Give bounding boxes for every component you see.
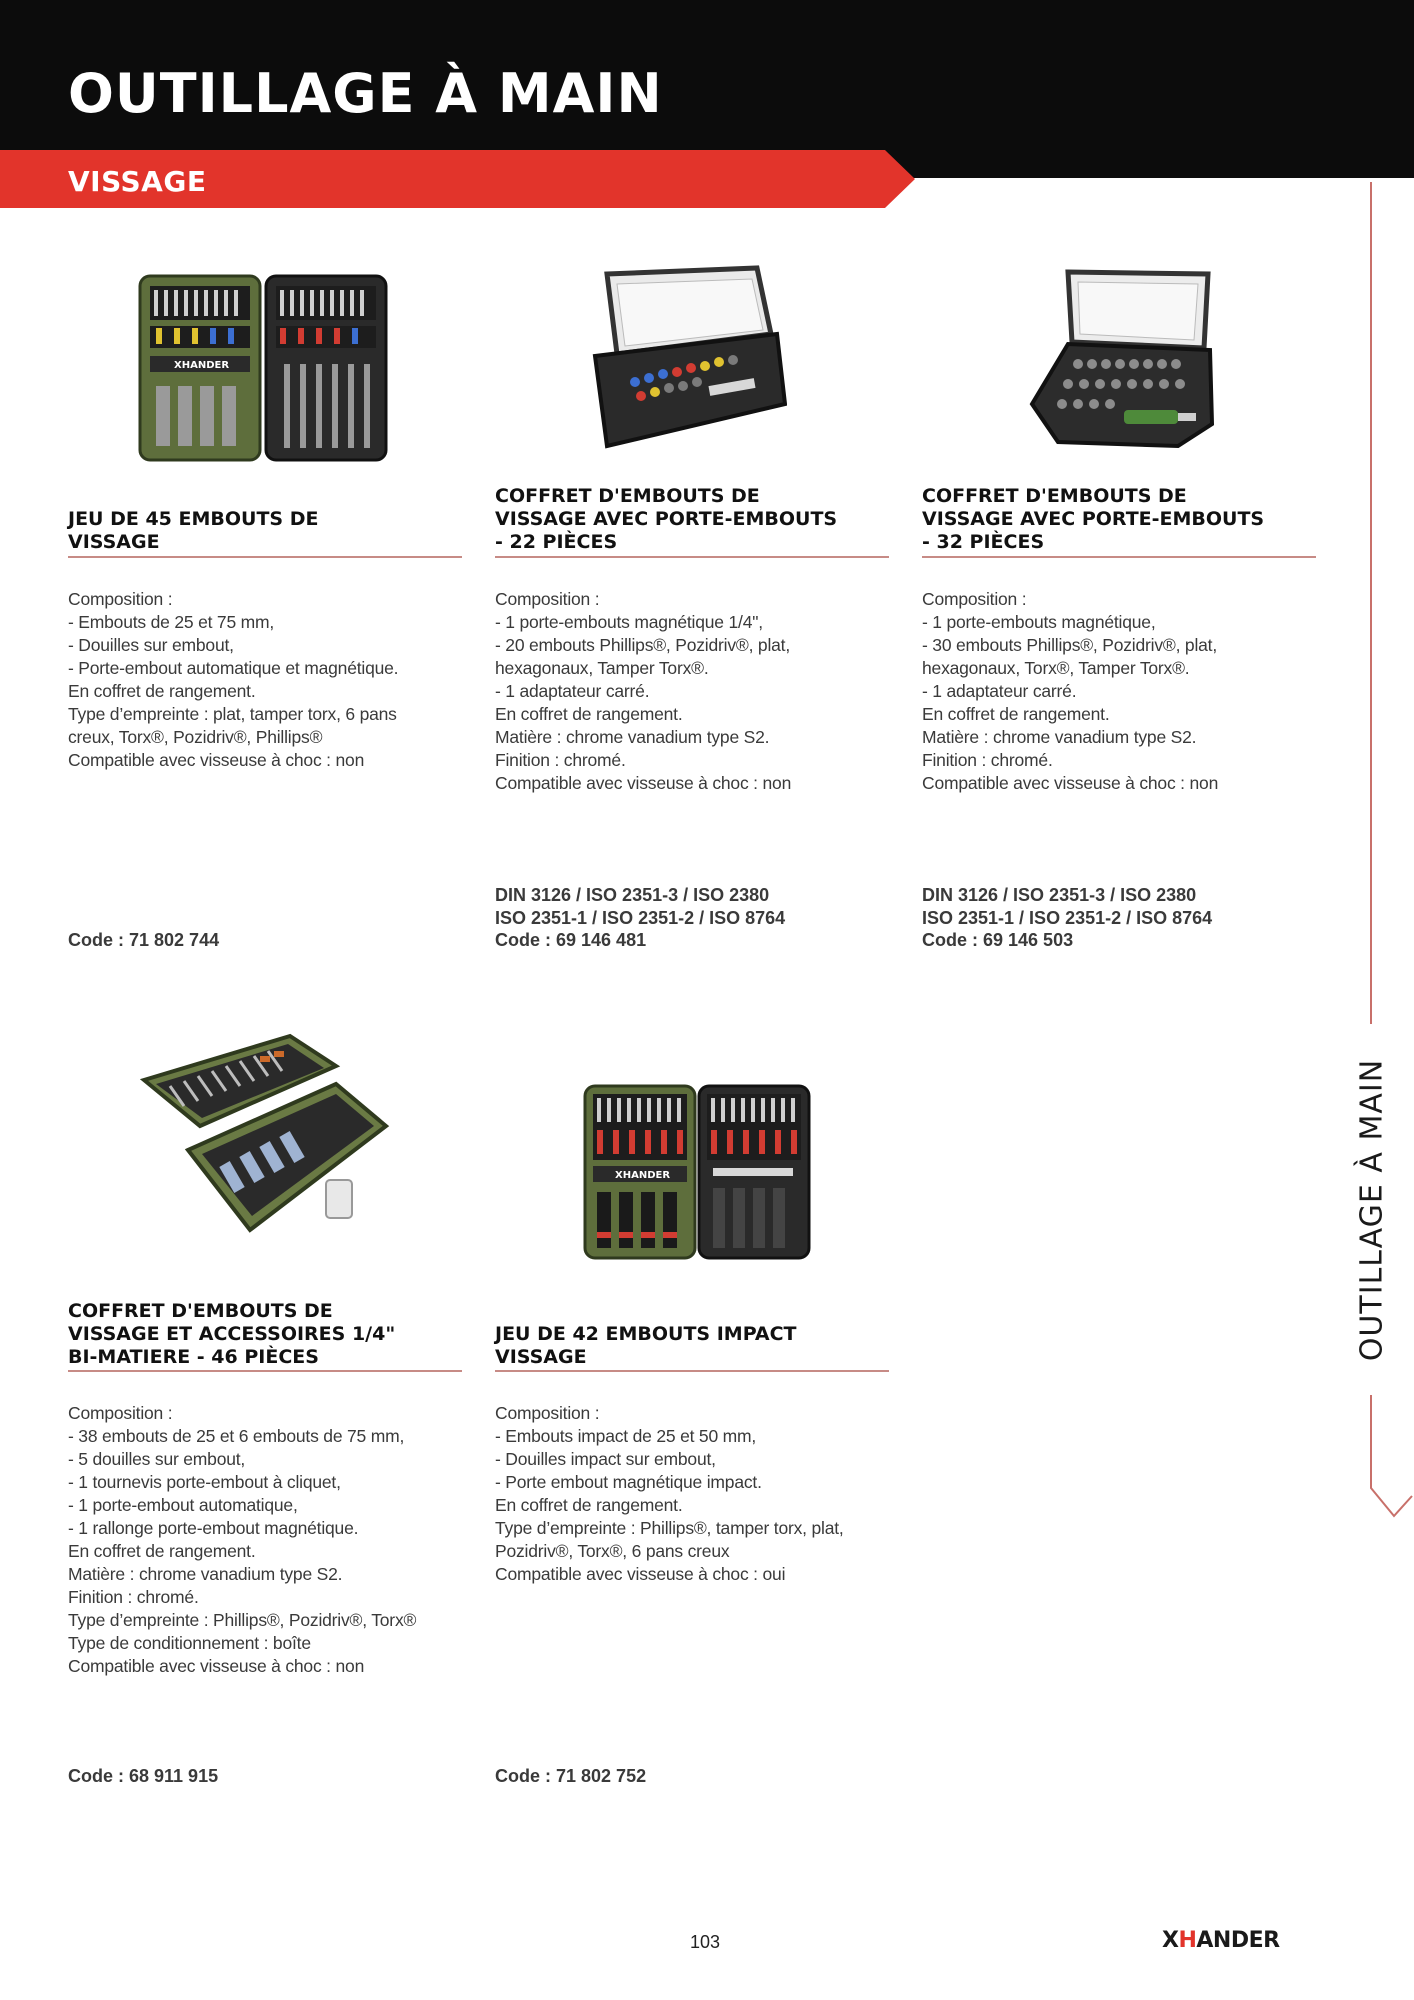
product-title: COFFRET D'EMBOUTS DE VISSAGE AVEC PORTE-EMBOUTS - 22 PIÈCES [495,485,838,553]
product-title: COFFRET D'EMBOUTS DE VISSAGE ET ACCESSOIRES 1/4" BI-MATIERE - 46 PIÈCES [68,1300,396,1368]
svg-text:XHANDER: XHANDER [174,360,230,371]
page-number: 103 [690,1932,721,1952]
product-norms: DIN 3126 / ISO 2351-3 / ISO 2380 ISO 2351-1 / ISO 2351-2 / ISO 8764 [495,885,786,928]
product-image-impact-case-42 [583,1082,811,1262]
product-code: Code : 69 146 503 [922,930,1074,950]
header-corner [912,178,1414,208]
side-tab-line-top [1370,182,1372,1024]
product-title: JEU DE 42 EMBOUTS IMPACT VISSAGE [495,1323,797,1368]
product-title: JEU DE 45 EMBOUTS DE VISSAGE [68,508,319,553]
section-label: VISSAGE [68,165,207,198]
product-image-bit-box-32 [1028,264,1218,454]
side-tab-chevron-icon [1370,1484,1414,1520]
title-divider [922,556,1316,558]
product-description: Composition : - Embouts de 25 et 75 mm, - Douilles sur embout, - Porte-embout automatique et magnétique. En coffret de rangement. Type d’empreinte : plat, tamper torx, 6 pans creux, Torx®, Pozidriv®, Phillips® Compatible avec visseuse à choc : non [68,589,399,770]
title-divider [68,1370,462,1372]
product-code: Code : 71 802 752 [495,1766,647,1786]
product-code: Code : 71 802 744 [68,930,220,950]
brand-logo: XHANDER [1162,1928,1280,1953]
product-code: Code : 69 146 481 [495,930,647,950]
side-tab-label: OUTILLAGE À MAIN [1354,1058,1390,1362]
product-description: Composition : - Embouts impact de 25 et 50 mm, - Douilles impact sur embout, - Porte embout magnétique impact. En coffret de rangement. Type d’empreinte : Phillips®, tamper torx, plat, Pozidriv®, Torx®, 6 pans creux Compatible avec visseuse à choc : oui [495,1403,844,1584]
title-divider [495,1370,889,1372]
svg-text:XHANDER: XHANDER [615,1170,671,1181]
product-norms: DIN 3126 / ISO 2351-3 / ISO 2380 ISO 2351-1 / ISO 2351-2 / ISO 8764 [922,885,1213,928]
product-title: COFFRET D'EMBOUTS DE VISSAGE AVEC PORTE-EMBOUTS - 32 PIÈCES [922,485,1265,553]
page-title: OUTILLAGE À MAIN [68,62,663,125]
side-tab-line-bottom [1370,1395,1372,1485]
title-divider [495,556,889,558]
product-description: Composition : - 1 porte-embouts magnétique 1/4", - 20 embouts Phillips®, Pozidriv®, plat, hexagonaux, Tamper Torx®. - 1 adaptateur carré. En coffret de rangement. Matière : chrome vanadium type S2. Finition : chromé. Compatible avec visseuse à choc : non [495,589,792,793]
product-code: Code : 68 911 915 [68,1766,219,1786]
product-description: Composition : - 38 embouts de 25 et 6 embouts de 75 mm, - 5 douilles sur embout, - 1 tournevis porte-embout à cliquet, - 1 porte-embout automatique, - 1 rallonge porte-embout magnétique. En coffret de rangement. Matière : chrome vanadium type S2. Finition : chromé. Type d’empreinte : Phillips®, Pozidriv®, Torx® Type de conditionnement : boîte Compatible avec visseuse à choc : non [68,1403,417,1676]
title-divider [68,556,462,558]
product-image-bit-box-22 [587,264,787,454]
product-image-bit-case-46 [140,1030,390,1250]
product-description: Composition : - 1 porte-embouts magnétique, - 30 embouts Phillips®, Pozidriv®, plat, hexagonaux, Torx®, Tamper Torx®. - 1 adaptateur carré. En coffret de rangement. Matière : chrome vanadium type S2. Finition : chromé. Compatible avec visseuse à choc : non [922,589,1219,793]
product-image-bit-case-45 [138,268,388,468]
